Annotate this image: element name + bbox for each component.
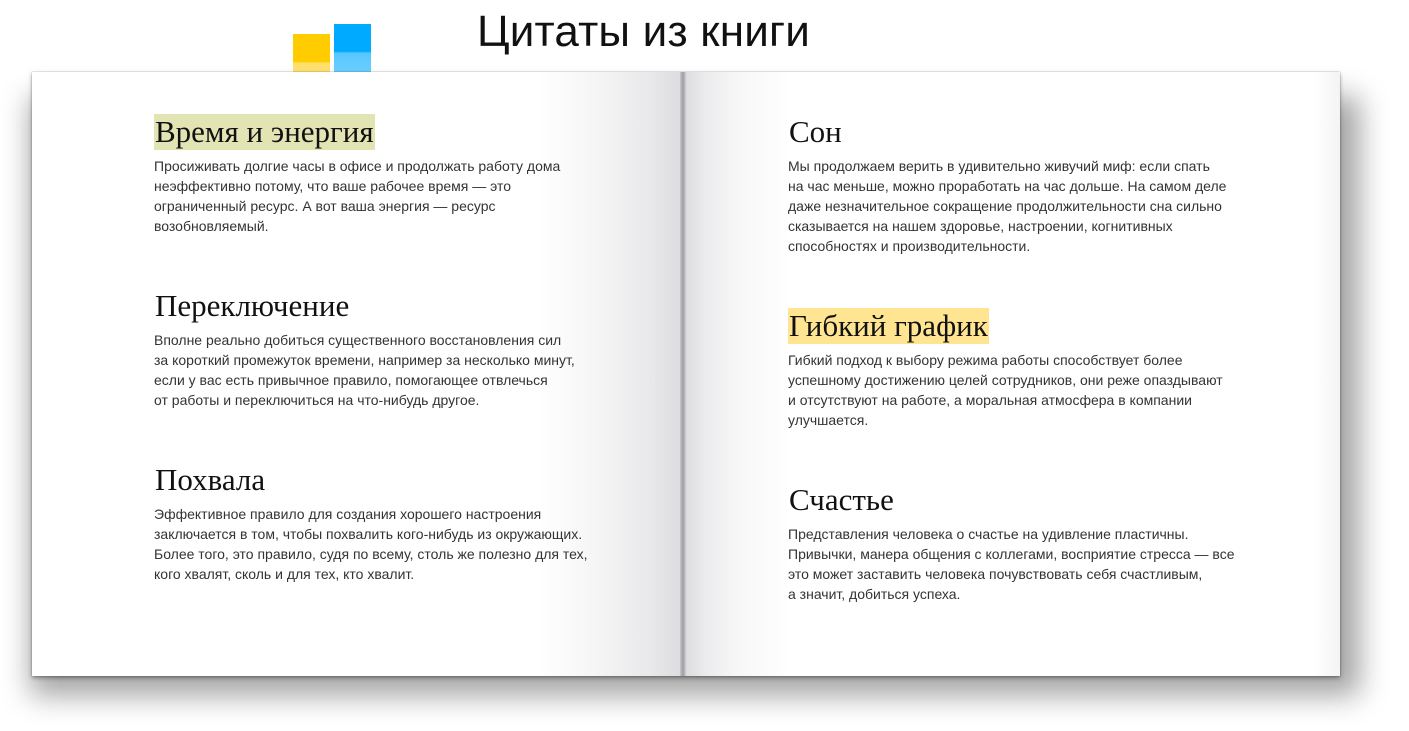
logo-yellow-square-icon — [293, 34, 330, 74]
quote-title: Счастье — [789, 482, 894, 517]
logo — [292, 24, 372, 76]
quote-text: Представления человека о счастье на удивление пластичны. Привычки, манера общения с коллегами, восприятие стресса — все это может заставить человека почувствовать себя счастливым, а значит, добиться успеха. — [788, 526, 1235, 602]
quote-text: Вполне реально добиться существенного восстановления сил за короткий промежуток времени, например за несколько минут, если у вас есть привычное правило, помогающее отвлечься от работы и переключиться на что-нибудь другое. — [154, 332, 575, 408]
quote-title: Гибкий график — [789, 308, 988, 343]
quote-text: Просиживать долгие часы в офисе и продолжать работу дома неэффективно потому, что ваше рабочее время — это ограниченный ресурс. А вот ваша энергия — ресурс возобновляемый. — [154, 158, 561, 234]
open-book — [32, 72, 1340, 676]
logo-blue-square-icon — [334, 24, 371, 74]
page-title: Цитаты из книги — [476, 7, 811, 56]
quote-sleep — [788, 114, 1268, 256]
quote-text: Мы продолжаем верить в удивительно живучий миф: если спать на час меньше, можно проработать на час дольше. На самом деле даже незначительное сокращение продолжительности сна сильно сказывается на нашем здоровье, настроении, когнитивных способностях и производительности. — [788, 158, 1227, 254]
quote-title: Время и энергия — [155, 114, 374, 149]
right-page — [686, 72, 1340, 676]
quote-text: Эффективное правило для создания хорошего настроения заключается в том, чтобы похвалить кого-нибудь из окружающих. Более того, это правило, судя по всему, столь же полезно для тех, кого хвалят, сколь и для тех, кто хвалит. — [154, 506, 588, 582]
quote-praise — [154, 462, 624, 584]
quote-happiness — [788, 482, 1268, 604]
quote-title: Переключение — [155, 288, 350, 323]
quote-title: Сон — [789, 114, 842, 149]
quote-time-and-energy — [154, 114, 624, 236]
quote-switching — [154, 288, 624, 410]
quote-title: Похвала — [155, 462, 266, 497]
quote-flexible-schedule — [788, 308, 1268, 430]
left-page — [32, 72, 682, 676]
quote-text: Гибкий подход к выбору режима работы способствует более успешному достижению целей сотрудников, они реже опаздывают и отсутствуют на работе, а моральная атмосфера в компании улучшается. — [788, 352, 1223, 428]
